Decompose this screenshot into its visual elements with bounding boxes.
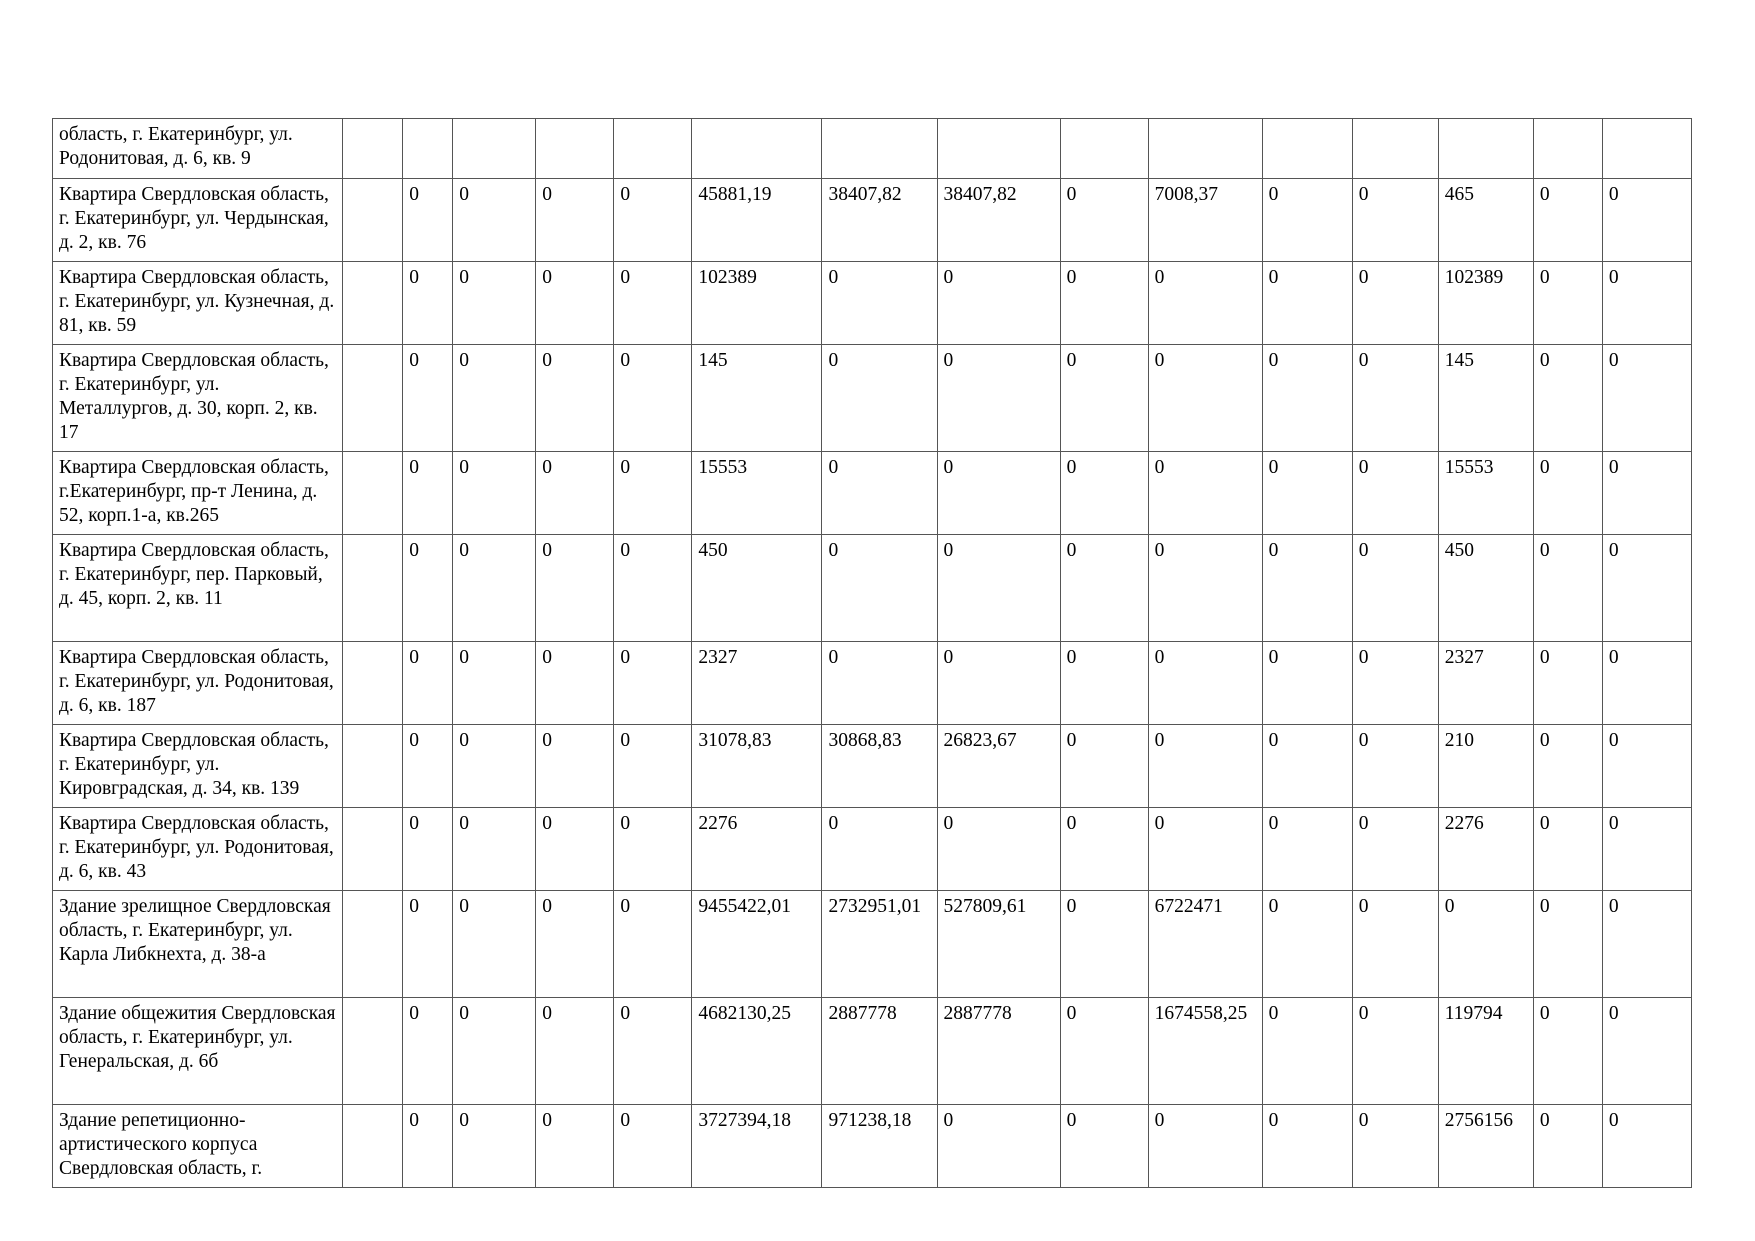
value-cell: 0 [822,345,937,452]
value-cell: 0 [1602,642,1691,725]
value-cell [343,642,403,725]
value-cell: 0 [1060,535,1148,642]
value-cell: 0 [1262,642,1352,725]
property-description-cell: область, г. Екатеринбург, ул. Родонитовая, д. 6, кв. 9 [53,119,343,179]
value-cell: 0 [614,998,692,1105]
value-cell: 0 [453,808,536,891]
value-cell: 0 [403,345,453,452]
value-cell [1352,119,1438,179]
value-cell: 145 [692,345,822,452]
value-cell: 2327 [1438,642,1533,725]
value-cell: 0 [1148,535,1262,642]
value-cell: 0 [1533,998,1602,1105]
value-cell: 971238,18 [822,1105,937,1188]
value-cell: 2732951,01 [822,891,937,998]
value-cell: 0 [536,642,614,725]
value-cell: 0 [1060,808,1148,891]
value-cell: 0 [937,808,1060,891]
value-cell: 9455422,01 [692,891,822,998]
property-description-cell: Квартира Свердловская область, г. Екатеринбург, ул. Чердынская, д. 2, кв. 76 [53,179,343,262]
value-cell: 2276 [692,808,822,891]
table-row [53,262,1692,345]
value-cell [614,119,692,179]
value-cell: 0 [453,998,536,1105]
value-cell: 38407,82 [937,179,1060,262]
value-cell [343,808,403,891]
value-cell [822,119,937,179]
value-cell: 0 [1533,1105,1602,1188]
value-cell: 2276 [1438,808,1533,891]
value-cell: 0 [1602,998,1691,1105]
property-description-cell: Здание общежития Свердловская область, г. Екатеринбург, ул. Генеральская, д. 6б [53,998,343,1105]
value-cell: 0 [614,725,692,808]
value-cell: 0 [1352,262,1438,345]
value-cell: 1674558,25 [1148,998,1262,1105]
value-cell: 15553 [1438,452,1533,535]
value-cell [343,891,403,998]
value-cell [453,119,536,179]
value-cell: 0 [1352,808,1438,891]
value-cell: 0 [1148,1105,1262,1188]
value-cell: 15553 [692,452,822,535]
table-body [53,119,1692,1188]
value-cell: 0 [1148,808,1262,891]
value-cell: 0 [1352,642,1438,725]
value-cell: 0 [614,891,692,998]
table-row [53,642,1692,725]
value-cell [1533,119,1602,179]
value-cell: 145 [1438,345,1533,452]
value-cell: 0 [1148,345,1262,452]
value-cell: 0 [1602,535,1691,642]
value-cell: 0 [937,1105,1060,1188]
value-cell: 0 [937,535,1060,642]
value-cell: 0 [1533,262,1602,345]
property-description-cell: Квартира Свердловская область, г. Екатеринбург, ул. Кировградская, д. 34, кв. 139 [53,725,343,808]
value-cell: 31078,83 [692,725,822,808]
table-row [53,345,1692,452]
value-cell [343,535,403,642]
table-row [53,998,1692,1105]
value-cell: 0 [403,1105,453,1188]
value-cell [692,119,822,179]
value-cell: 0 [1533,725,1602,808]
value-cell: 0 [822,262,937,345]
value-cell: 0 [937,345,1060,452]
value-cell: 0 [1262,535,1352,642]
value-cell: 0 [1060,262,1148,345]
value-cell: 0 [403,725,453,808]
value-cell: 0 [536,179,614,262]
value-cell: 0 [403,642,453,725]
value-cell: 0 [536,452,614,535]
value-cell [536,119,614,179]
value-cell: 45881,19 [692,179,822,262]
value-cell: 0 [1352,345,1438,452]
value-cell: 0 [822,452,937,535]
value-cell [1060,119,1148,179]
value-cell: 0 [536,1105,614,1188]
value-cell: 0 [1148,452,1262,535]
value-cell: 0 [1352,179,1438,262]
value-cell: 102389 [1438,262,1533,345]
value-cell: 0 [453,642,536,725]
table-row [53,179,1692,262]
property-description-cell: Здание репетиционно-артистического корпуса Свердловская область, г. [53,1105,343,1188]
value-cell: 0 [1602,1105,1691,1188]
value-cell: 0 [536,262,614,345]
value-cell: 0 [614,345,692,452]
value-cell: 0 [1060,179,1148,262]
table-row [53,891,1692,998]
value-cell: 0 [403,452,453,535]
value-cell: 0 [1533,452,1602,535]
value-cell: 0 [1060,345,1148,452]
value-cell [937,119,1060,179]
value-cell: 210 [1438,725,1533,808]
value-cell: 0 [1352,998,1438,1105]
value-cell: 102389 [692,262,822,345]
value-cell: 0 [822,642,937,725]
value-cell: 0 [403,535,453,642]
value-cell: 0 [1602,262,1691,345]
table-row [53,535,1692,642]
value-cell: 0 [403,262,453,345]
value-cell: 0 [1060,1105,1148,1188]
value-cell: 0 [1602,345,1691,452]
value-cell: 0 [614,262,692,345]
value-cell: 0 [536,891,614,998]
value-cell: 0 [1533,345,1602,452]
table-row [53,1105,1692,1188]
value-cell: 0 [1262,179,1352,262]
value-cell: 119794 [1438,998,1533,1105]
value-cell: 0 [937,452,1060,535]
value-cell: 0 [614,642,692,725]
value-cell: 0 [1602,891,1691,998]
value-cell: 0 [403,998,453,1105]
value-cell [343,119,403,179]
value-cell: 0 [1148,642,1262,725]
value-cell [1262,119,1352,179]
table-row [53,808,1692,891]
value-cell: 6722471 [1148,891,1262,998]
value-cell [343,179,403,262]
property-description-cell: Квартира Свердловская область, г. Екатеринбург, ул. Родонитовая, д. 6, кв. 43 [53,808,343,891]
value-cell: 0 [403,808,453,891]
value-cell: 2327 [692,642,822,725]
property-description-cell: Квартира Свердловская область, г.Екатеринбург, пр-т Ленина, д. 52, корп.1-а, кв.265 [53,452,343,535]
value-cell: 0 [1262,452,1352,535]
value-cell: 0 [1352,891,1438,998]
value-cell: 0 [1533,891,1602,998]
value-cell [1148,119,1262,179]
value-cell: 0 [1352,725,1438,808]
value-cell: 0 [1533,179,1602,262]
value-cell: 4682130,25 [692,998,822,1105]
property-description-cell: Квартира Свердловская область, г. Екатеринбург, пер. Парковый, д. 45, корп. 2, кв. 11 [53,535,343,642]
value-cell [1438,119,1533,179]
value-cell: 0 [1533,642,1602,725]
value-cell [343,1105,403,1188]
value-cell: 0 [1602,179,1691,262]
value-cell: 2756156 [1438,1105,1533,1188]
value-cell: 3727394,18 [692,1105,822,1188]
value-cell: 0 [1438,891,1533,998]
value-cell: 0 [536,535,614,642]
value-cell: 0 [1352,1105,1438,1188]
value-cell: 0 [1262,262,1352,345]
value-cell: 0 [1533,535,1602,642]
value-cell: 0 [453,345,536,452]
value-cell: 0 [536,345,614,452]
value-cell: 0 [1602,808,1691,891]
value-cell: 0 [453,891,536,998]
table-row [53,725,1692,808]
value-cell: 0 [1262,345,1352,452]
property-description-cell: Здание зрелищное Свердловская область, г. Екатеринбург, ул. Карла Либкнехта, д. 38-а [53,891,343,998]
value-cell: 0 [614,179,692,262]
value-cell: 0 [614,1105,692,1188]
value-cell: 0 [453,1105,536,1188]
data-table [52,118,1692,1188]
value-cell: 0 [536,725,614,808]
value-cell: 0 [614,452,692,535]
value-cell: 0 [1602,452,1691,535]
value-cell: 0 [822,535,937,642]
value-cell: 0 [453,179,536,262]
value-cell: 527809,61 [937,891,1060,998]
value-cell [343,345,403,452]
value-cell: 0 [822,808,937,891]
value-cell: 0 [453,535,536,642]
value-cell [343,998,403,1105]
value-cell: 2887778 [822,998,937,1105]
value-cell: 0 [937,262,1060,345]
value-cell: 38407,82 [822,179,937,262]
value-cell: 450 [692,535,822,642]
value-cell: 0 [403,891,453,998]
property-description-cell: Квартира Свердловская область, г. Екатеринбург, ул. Кузнечная, д. 81, кв. 59 [53,262,343,345]
value-cell: 7008,37 [1148,179,1262,262]
value-cell: 0 [1060,998,1148,1105]
value-cell: 26823,67 [937,725,1060,808]
value-cell: 0 [1262,891,1352,998]
value-cell: 0 [614,808,692,891]
value-cell: 0 [614,535,692,642]
value-cell: 0 [1533,808,1602,891]
value-cell: 0 [403,179,453,262]
value-cell: 0 [937,642,1060,725]
table-row [53,119,1692,179]
value-cell: 0 [1060,452,1148,535]
value-cell: 0 [453,452,536,535]
value-cell: 0 [1262,998,1352,1105]
value-cell: 0 [1060,642,1148,725]
value-cell [343,262,403,345]
property-description-cell: Квартира Свердловская область, г. Екатеринбург, ул. Родонитовая, д. 6, кв. 187 [53,642,343,725]
value-cell: 0 [536,808,614,891]
value-cell: 0 [1060,725,1148,808]
value-cell: 0 [1262,1105,1352,1188]
value-cell: 0 [1060,891,1148,998]
value-cell: 0 [1352,452,1438,535]
value-cell: 0 [453,262,536,345]
value-cell: 0 [1148,725,1262,808]
value-cell [343,725,403,808]
value-cell: 0 [453,725,536,808]
value-cell [343,452,403,535]
value-cell: 2887778 [937,998,1060,1105]
value-cell: 0 [1352,535,1438,642]
value-cell: 465 [1438,179,1533,262]
value-cell: 0 [536,998,614,1105]
property-description-cell: Квартира Свердловская область, г. Екатеринбург, ул. Металлургов, д. 30, корп. 2, кв. 17 [53,345,343,452]
value-cell: 450 [1438,535,1533,642]
table-row [53,452,1692,535]
value-cell: 0 [1602,725,1691,808]
value-cell: 30868,83 [822,725,937,808]
value-cell [403,119,453,179]
value-cell: 0 [1262,808,1352,891]
value-cell: 0 [1148,262,1262,345]
value-cell [1602,119,1691,179]
value-cell: 0 [1262,725,1352,808]
